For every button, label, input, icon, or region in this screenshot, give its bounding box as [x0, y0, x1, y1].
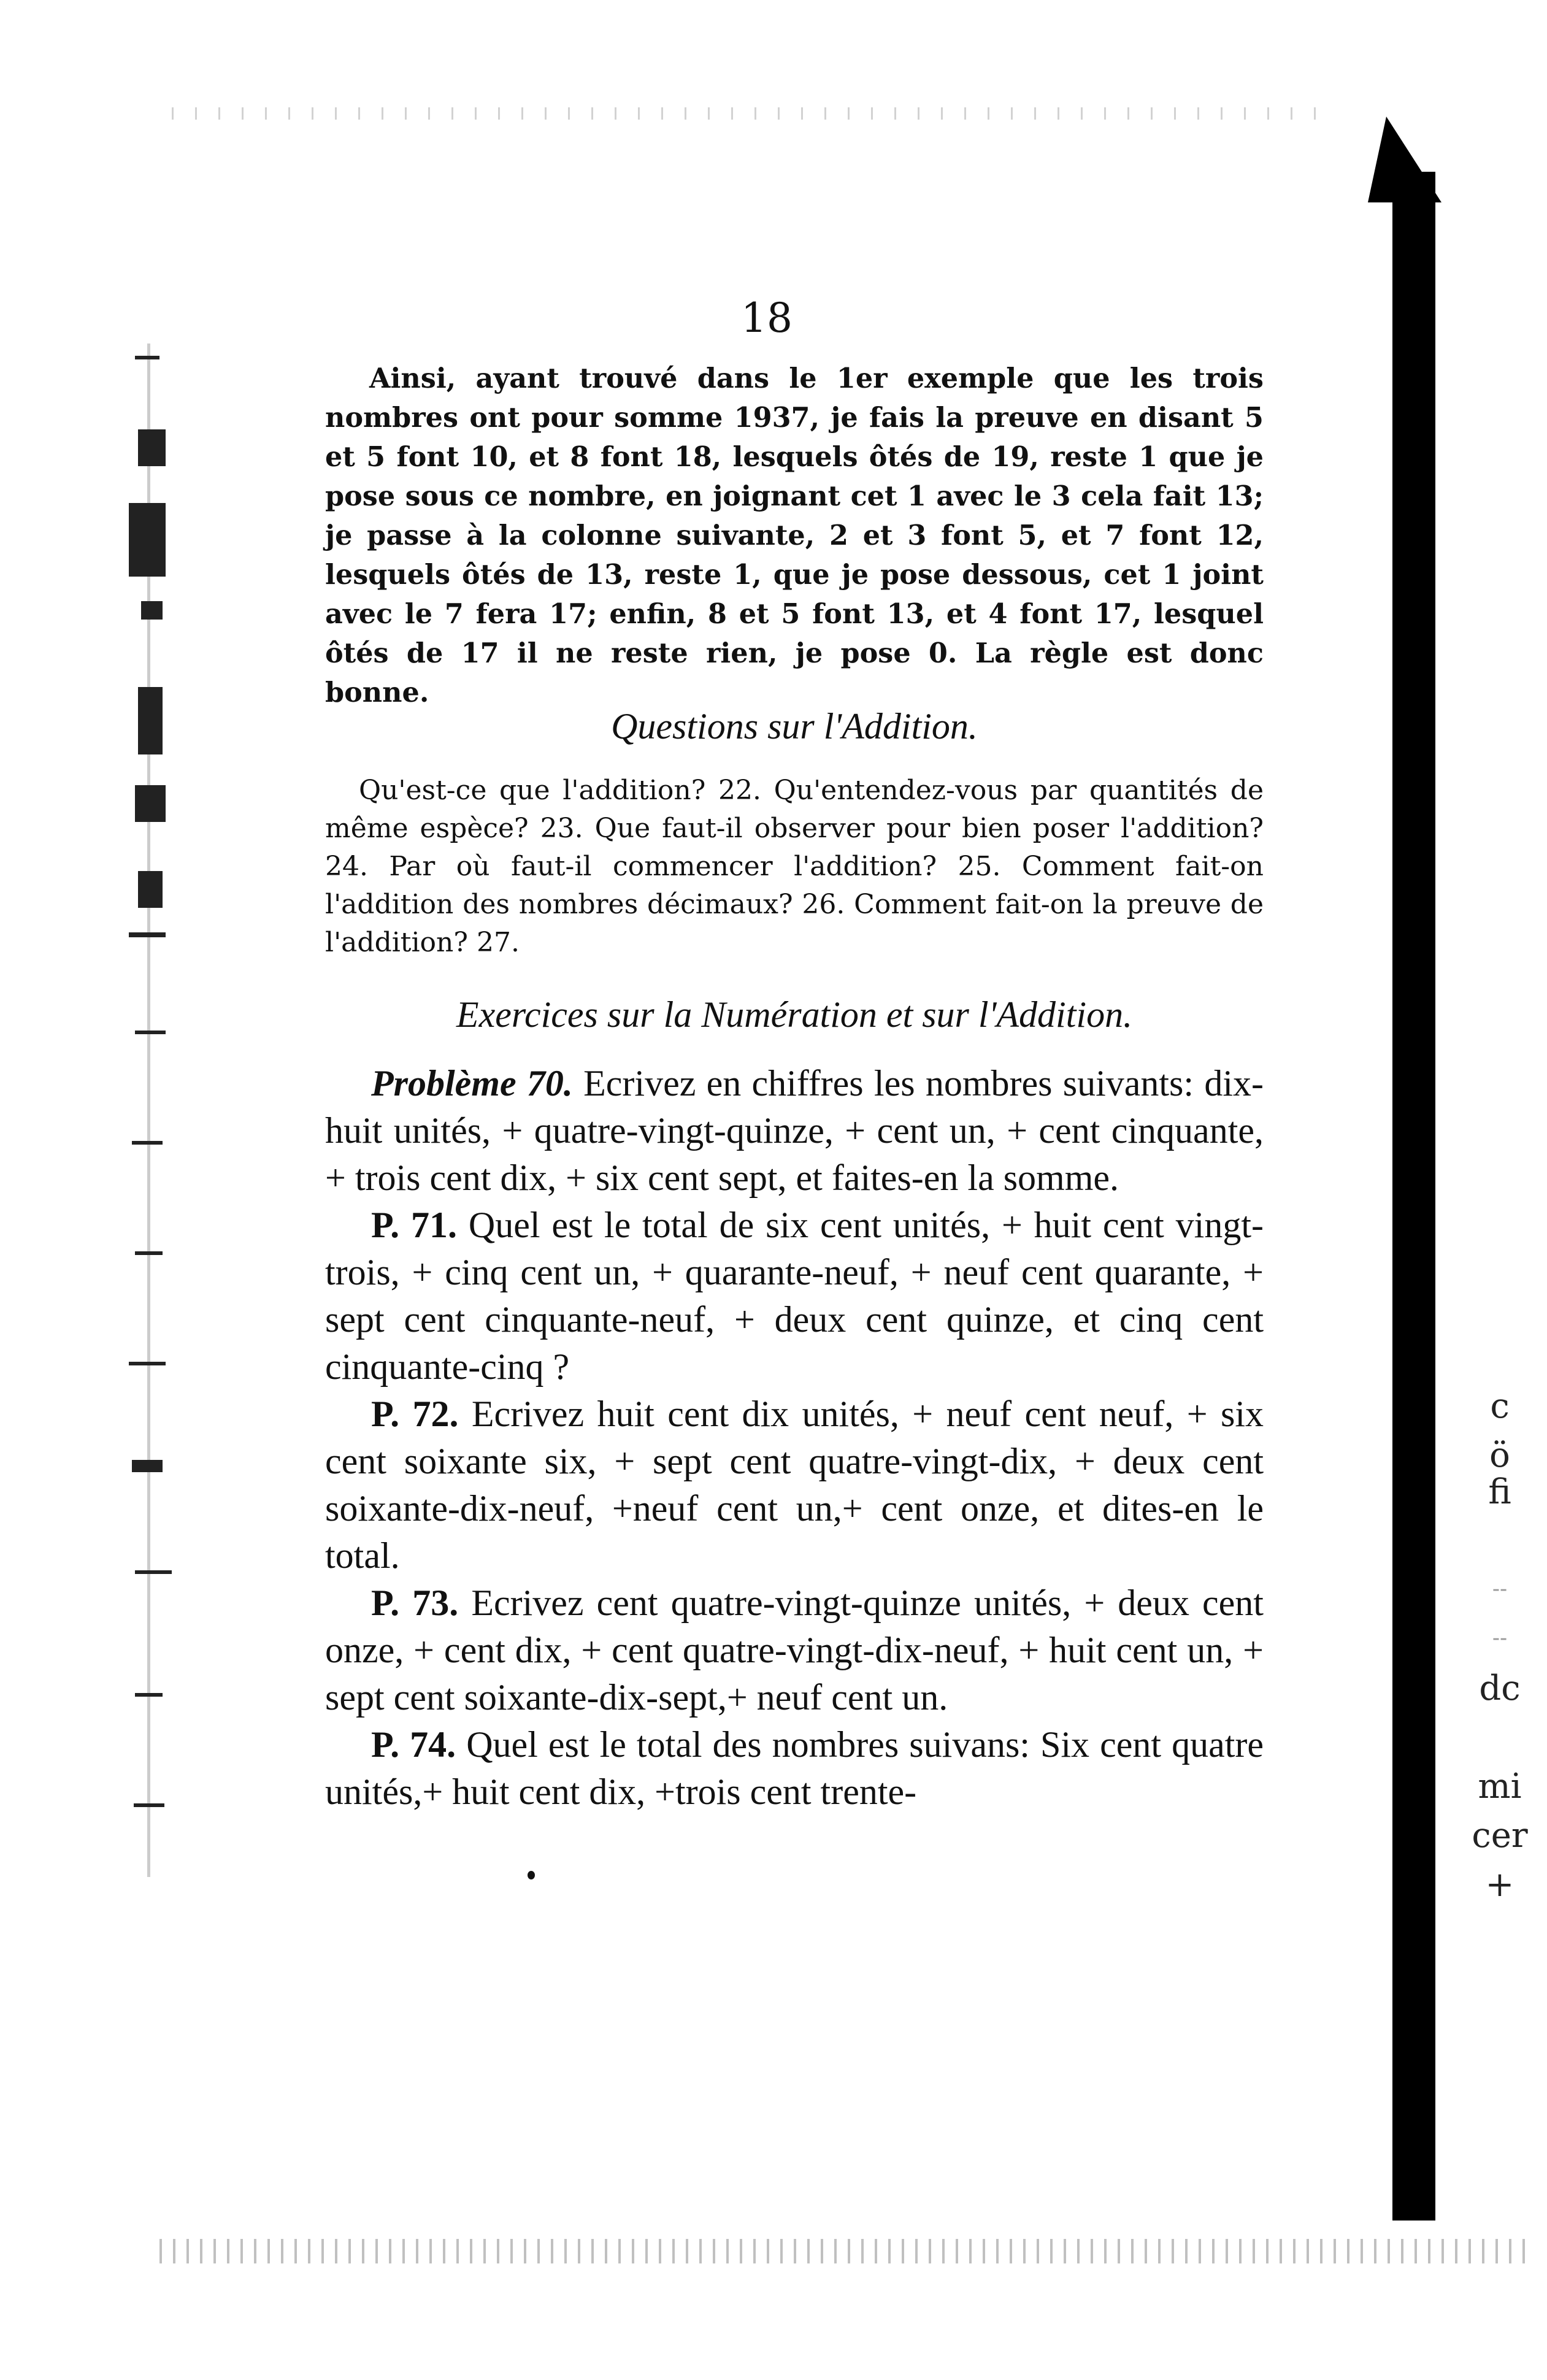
problem-text: Ecrivez cent quatre-vingt-quinze unités, + deux cent onze, + cent dix, + cent quatre-vingt-dix-neuf, + huit cent un, + sept cent soixante-dix-sept,+ neuf cent un. [325, 1583, 1264, 1718]
problem-text: Ecrivez huit cent dix unités, + neuf cent neuf, + six cent soixante six, + sept cent quatre-vingt-dix, + deux cent soixante-dix-neuf, +neuf cent un,+ cent onze, et dites-en le total. [325, 1394, 1264, 1576]
margin-fragment: mi [1478, 1767, 1522, 1806]
problem-label: P. 72. [371, 1394, 459, 1434]
margin-fragment: ö [1489, 1435, 1510, 1475]
margin-fragment: dc [1479, 1668, 1521, 1708]
problem-70 [325, 1060, 1264, 1202]
ink-speck [528, 1871, 535, 1879]
problem-74 [325, 1721, 1264, 1816]
margin-fragment: cer [1472, 1816, 1528, 1856]
margin-fragment: -- [1492, 1626, 1508, 1651]
problem-text: Quel est le total des nombres suivans: Six cent quatre unités,+ huit cent dix, +trois cent trente- [325, 1724, 1264, 1812]
scan-noise-bottom [159, 2239, 1534, 2263]
margin-fragment: c [1490, 1386, 1510, 1426]
exercises-heading: Exercices sur la Numération et sur l'Addition. [456, 994, 1133, 1035]
binding-edge [1392, 172, 1435, 2221]
problem-label: P. 71. [371, 1205, 458, 1245]
problem-text: Ecrivez en chiffres les nombres suivants: dix-huit unités, + quatre-vingt-quinze, + cent un, + cent cinquante, + trois cent dix, + six cent sept, et faites-en la somme. [325, 1063, 1264, 1198]
problem-73 [325, 1580, 1264, 1721]
problem-label: Problème 70. [371, 1063, 573, 1104]
questions-paragraph: Qu'est-ce que l'addition? 22. Qu'entendez-vous par quantités de même espèce? 23. Que faut-il observer pour bien poser l'addition? 24. Par où faut-il commencer l'addition? 25. Comment fait-on l'addition des nombres décimaux? 26. Comment fait-on la preuve de l'addition? 27. [325, 775, 1264, 958]
intro-paragraph: Ainsi, ayant trouvé dans le 1er exemple que les trois nombres ont pour somme 1937, je fais la preuve en disant 5 et 5 font 10, et 8 font 18, lesquels ôtés de 19, reste 1 que je pose sous ce nombre, en joignant cet 1 avec le 3 cela fait 13; je passe à la colonne suivante, 2 et 3 font 5, et 7 font 12, lesquels ôtés de 13, reste 1, que je pose dessous, cet 1 joint avec le 7 fera 17; enfin, 8 et 5 font 13, et 4 font 17, lesquel ôtés de 17 il ne reste rien, je pose 0. La règle est donc bonne. [325, 363, 1264, 708]
problem-72 [325, 1391, 1264, 1580]
problem-label: P. 73. [371, 1583, 459, 1623]
problems-list [325, 1060, 1264, 1816]
problem-71 [325, 1202, 1264, 1391]
margin-fragment: fi [1488, 1472, 1511, 1512]
questions-heading: Questions sur l'Addition. [611, 706, 978, 747]
problem-text: Quel est le total de six cent unités, + huit cent vingt-trois, + cinq cent un, + quarante-neuf, + neuf cent quarante, + sept cent cinquante-neuf, + deux cent quinze, et cinq cent cinquante-cinq ? [325, 1205, 1264, 1387]
problem-label: P. 74. [371, 1724, 456, 1765]
left-margin-bleed [110, 344, 178, 1877]
scan-noise-top [172, 107, 1337, 120]
margin-fragment: + [1485, 1865, 1514, 1905]
page-number: 18 [741, 294, 793, 342]
margin-fragment: -- [1492, 1576, 1508, 1602]
